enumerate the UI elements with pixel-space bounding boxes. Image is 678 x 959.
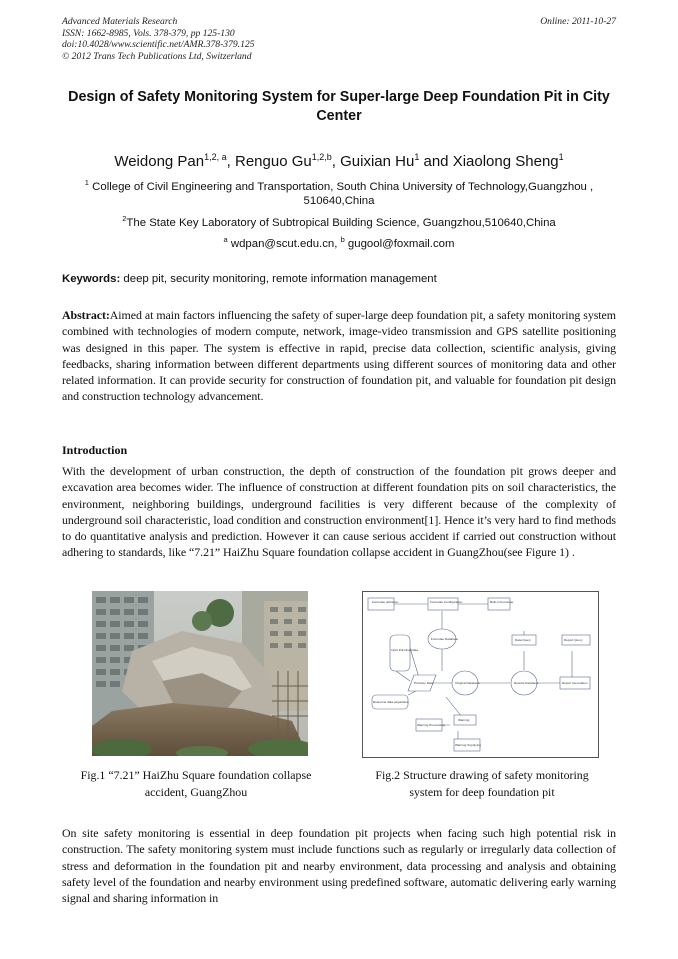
node-warning: Warning: [458, 718, 470, 722]
figure-2-diagram: [362, 591, 599, 758]
node-built-in-formulae: Built-in Formulae: [490, 600, 514, 604]
figure-2-caption: [346, 767, 618, 801]
author-separator: ,: [331, 153, 341, 170]
author-separator: and: [419, 153, 453, 170]
section-heading-introduction: Introduction: [62, 443, 128, 457]
email-link: gugool@foxmail.com: [344, 238, 455, 250]
node-original-database: Original Database: [455, 681, 480, 685]
affiliation-2: [62, 216, 616, 230]
journal-doi: doi:10.4028/www.scientific.net/AMR.378-379.125: [62, 39, 255, 50]
safety-monitoring-structure-diagram: [362, 591, 599, 758]
paper-title: Design of Safety Monitoring System for Super-large Deep Foundation Pit in City Center: [68, 89, 610, 124]
author-affiliation-mark: 1: [558, 152, 564, 162]
node-warning-supplying: Warning Supplying: [455, 743, 481, 747]
keywords-label: Keywords:: [62, 273, 121, 285]
keywords-text: deep pit, security monitoring, remote information management: [120, 273, 437, 285]
affiliation-1: [62, 180, 616, 208]
author-affiliation-mark: 1,2,b: [311, 152, 332, 162]
figure-1-photo: [92, 591, 308, 756]
node-report-query: Report Query: [564, 638, 583, 642]
journal-copyright: © 2012 Trans Tech Publications Ltd, Switzerland: [62, 50, 252, 62]
caption-line: Fig.1 “7.21” HaiZhu Square foundation collapse: [80, 768, 312, 782]
abstract: [62, 307, 616, 405]
node-primitive-data: Primitive Data: [414, 681, 434, 685]
author-separator: ,: [226, 153, 235, 170]
affiliation-mark: 1: [84, 178, 89, 187]
figure-1-caption: [60, 767, 332, 801]
node-formulae-database: Formulae Database: [431, 637, 459, 641]
author-name: Guixian Hu: [340, 153, 415, 170]
caption-line: Fig.2 Structure drawing of safety monitoring: [375, 768, 589, 782]
affiliation-mark: 2: [122, 214, 127, 223]
journal-header: [62, 16, 254, 62]
node-real-time-data-acquisition: Real-time data acquisition: [373, 700, 409, 704]
author-list: [62, 152, 616, 172]
node-warning-processing: Warning Processing: [417, 723, 445, 727]
keywords: [62, 272, 616, 286]
author-affiliation-mark: 1: [414, 152, 420, 162]
node-input-primitive-data: Input Primitive Data: [391, 648, 418, 652]
email-mark: b: [340, 235, 345, 244]
journal-issn: ISSN: 1662-8985, Vols. 378-379, pp 125-130: [62, 27, 235, 39]
caption-line: accident, GuangZhou: [144, 785, 248, 799]
caption-line: system for deep foundation pit: [409, 785, 555, 799]
author-name: Xiaolong Sheng: [452, 153, 559, 170]
author-name: Renguo Gu: [235, 153, 312, 170]
abstract-label: Abstract:: [62, 308, 110, 322]
abstract-text: Aimed at main factors influencing the safety of super-large deep foundation pit, a safety monitoring system combined with technologies of modern compute, network, image-video transmission and GPS satellite positioning was designed in this paper. The system is effective in rapid, precise data collection, scientific analysis, giving feedbacks, sharing information between different departments using different sources of monitoring data and other related information. It can provide security for construction of foundation pit, and valuable for foundation pit design and construction technology advancement.: [62, 308, 616, 404]
collapse-photo-illustration: [92, 591, 308, 756]
node-results-database: Results Database: [514, 681, 539, 685]
body-paragraph: On site safety monitoring is essential in deep foundation pit projects when facing such high potential risk in construction. The safety monitoring system must include functions such as regularly or irregularly data collection of stress and deformation in the foundation pit and nearby environment, data processing and analysis and obtaining safety level of the foundation and nearby environment using predefined software, automatic delivering early warning signal and sharing information in: [62, 826, 616, 906]
journal-name: Advanced Materials Research: [62, 16, 178, 27]
node-report-generation: Report Generation: [562, 681, 588, 685]
email-link: wdpan@scut.edu.cn,: [227, 238, 341, 250]
author-affiliation-mark: 1,2, a: [204, 152, 227, 162]
online-date: Online: 2011-10-27: [540, 16, 616, 27]
introduction-paragraph: With the development of urban construction, the depth of construction of the foundation pit grows deeper and excavation area becomes wider. The influence of construction at different foundation pits on soil characteristics, the environment, neighboring buildings, underground facilities is very different because of the complexity of underground soil characteristic, load condition and construction environment[1]. Hence it’s very hard to find methods to do quantitative analysis and prediction. However it can cause serious accident if carried out construction without adhering to standards, like “7.21” HaiZhu Square foundation collapse accident in GuangZhou(see Figure 1) .: [62, 464, 616, 560]
node-data-query: Data Query: [515, 638, 531, 642]
author-emails: [62, 237, 616, 251]
node-formulae-configuration: Formulae Configuration: [430, 600, 463, 604]
email-mark: a: [223, 235, 228, 244]
affiliation-text: College of Civil Engineering and Transportation, South China University of Technology,Guangzhou , 510640,China: [88, 181, 594, 207]
affiliation-text: The State Key Laboratory of Subtropical Building Science, Guangzhou,510640,China: [126, 217, 556, 229]
author-name: Weidong Pan: [114, 153, 205, 170]
node-formulae-definition: Formulae definition: [372, 600, 399, 604]
